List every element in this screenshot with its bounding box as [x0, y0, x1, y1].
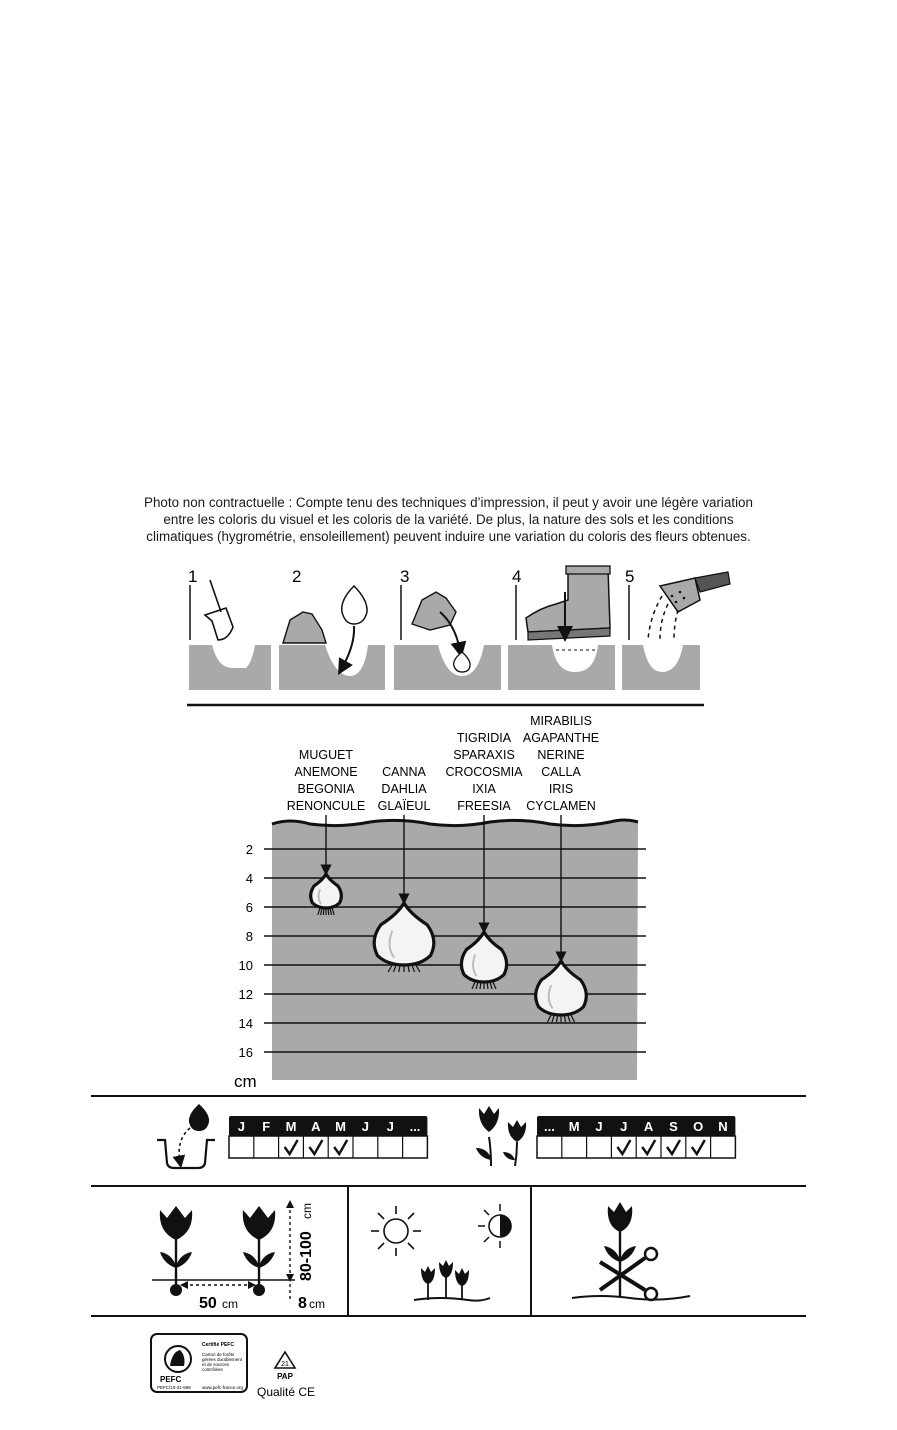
calendar-month-label: ... [409, 1119, 421, 1134]
flower-icon [476, 1106, 526, 1166]
bulb-variety-label: TIGRIDIA [456, 731, 512, 745]
calendar-month-label: M [335, 1119, 347, 1134]
planting-depth-chart [234, 714, 646, 1091]
pefc-label: PEFC [160, 1375, 182, 1384]
depth-tick-label: 2 [245, 842, 253, 857]
sun-icon [371, 1206, 421, 1256]
calendar-month-label: A [643, 1119, 654, 1134]
pefc-url: www.pefc-france.org [202, 1385, 244, 1390]
step-4-press [508, 566, 615, 690]
planting-depth-unit: cm [309, 1297, 325, 1311]
bulb-variety-label: AGAPANTHE [522, 731, 600, 745]
height-unit: cm [300, 1203, 314, 1219]
spacing-distance-value: 50 [199, 1295, 217, 1312]
bulb-variety-label: FREESIA [457, 799, 511, 813]
quality-label: Qualité CE [256, 1385, 316, 1399]
bulb-variety-label: SPARAXIS [453, 748, 515, 762]
pap-number: 21 [281, 1361, 289, 1368]
step-number: 1 [188, 567, 198, 586]
bulb-variety-label: CANNA [382, 765, 426, 779]
pefc-desc-line: Carton de forêts [202, 1352, 235, 1357]
bulb-variety-label: IXIA [472, 782, 496, 796]
flowering-period [476, 1106, 735, 1166]
bulb-variety-label: BEGONIA [297, 782, 355, 796]
planting-steps [188, 566, 730, 690]
disclaimer-line: climatiques (hygrométrie, ensoleillement) peuvent induire une variation du coloris des fleurs obtenues. [146, 529, 751, 544]
bulb-variety-label: MIRABILIS [530, 714, 592, 728]
bulb-variety-label: CALLA [541, 765, 581, 779]
step-5-water [622, 567, 730, 690]
pefc-desc-line: et de sources [202, 1362, 230, 1367]
calendar-month-label: ... [543, 1119, 555, 1134]
calendar-month-label: J [361, 1119, 370, 1134]
step-number: 4 [512, 567, 522, 586]
pefc-certification [151, 1334, 247, 1392]
flowers-bed-icon [414, 1260, 490, 1301]
bulb-variety-label: RENONCULE [286, 799, 366, 813]
recycling-pap [257, 1352, 315, 1399]
shovel-icon [205, 580, 233, 640]
depth-unit-label: cm [234, 1072, 257, 1091]
bulb-variety-label: ANEMONE [294, 765, 358, 779]
bulb-icon [342, 586, 367, 624]
bulb-variety-label: GLAÏEUL [377, 799, 431, 813]
bulb-icon [189, 1104, 209, 1131]
bulb-icon [454, 652, 470, 672]
depth-tick-label: 10 [238, 958, 253, 973]
bulb-variety-label: DAHLIA [381, 782, 427, 796]
bulb-variety-label: CROCOSMIA [445, 765, 523, 779]
cut-flower-panel [572, 1202, 690, 1300]
pefc-desc-line: gérées durablement [202, 1357, 243, 1362]
calendar-month-label: O [693, 1119, 704, 1134]
step-number: 5 [625, 567, 635, 586]
boot-icon [526, 568, 610, 632]
calendar-header [229, 1116, 427, 1136]
planting-icon [157, 1140, 215, 1168]
calendar-month-label: J [237, 1119, 246, 1134]
calendar-month-label: M [285, 1119, 297, 1134]
calendar-month-label: J [386, 1119, 394, 1134]
calendar-month-label: J [620, 1119, 628, 1134]
disclaimer-line: Photo non contractuelle : Compte tenu des techniques d’impression, il peut y avoir une légère variation [144, 495, 753, 510]
calendar-month-label: M [568, 1119, 580, 1134]
bulb-variety-label: CYCLAMEN [526, 799, 596, 813]
spacing-distance-unit: cm [222, 1297, 238, 1311]
spacing-panel [152, 1200, 325, 1312]
half-shade-icon [478, 1204, 511, 1248]
calendar-month-label: F [262, 1119, 271, 1134]
depth-tick-label: 8 [245, 929, 253, 944]
calendar-month-label: S [669, 1119, 678, 1134]
bulb-variety-label: IRIS [548, 782, 574, 796]
depth-tick-label: 6 [245, 900, 253, 915]
step-number: 3 [400, 567, 410, 586]
depth-tick-label: 16 [238, 1045, 253, 1060]
pefc-title: Certifié PEFC [202, 1342, 234, 1348]
depth-tick-label: 12 [238, 987, 253, 1002]
step-3-cover [394, 567, 501, 690]
depth-tick-label: 14 [238, 1016, 253, 1031]
bulb-variety-label: MUGUET [298, 748, 354, 762]
calendar-header [537, 1116, 735, 1136]
pefc-desc-line: contrôlées [202, 1367, 223, 1372]
pefc-code: PEFC/10-31-598 [157, 1385, 191, 1390]
height-value: 80-100 [298, 1231, 315, 1281]
planting-period [157, 1104, 427, 1168]
disclaimer-line: entre les coloris du visuel et les coloris de la variété. De plus, la nature des sols et les conditions [163, 512, 734, 527]
calendar-month-label: J [595, 1119, 603, 1134]
pap-label: PAP [277, 1372, 293, 1381]
calendar-month-label: N [718, 1119, 728, 1134]
bulb-variety-label: NERINE [537, 748, 585, 762]
soil-mound-icon [283, 612, 326, 643]
step-number: 2 [292, 567, 302, 586]
soil-area [272, 820, 638, 1080]
calendar-month-label: A [311, 1119, 321, 1134]
pefc-logo [165, 1346, 191, 1372]
tulip-icon [243, 1206, 275, 1296]
planting-depth-value: 8 [298, 1295, 307, 1312]
exposure-panel [371, 1204, 511, 1301]
step-1-dig [188, 567, 271, 690]
step-2-place-bulb [279, 567, 385, 690]
depth-tick-label: 4 [245, 871, 253, 886]
